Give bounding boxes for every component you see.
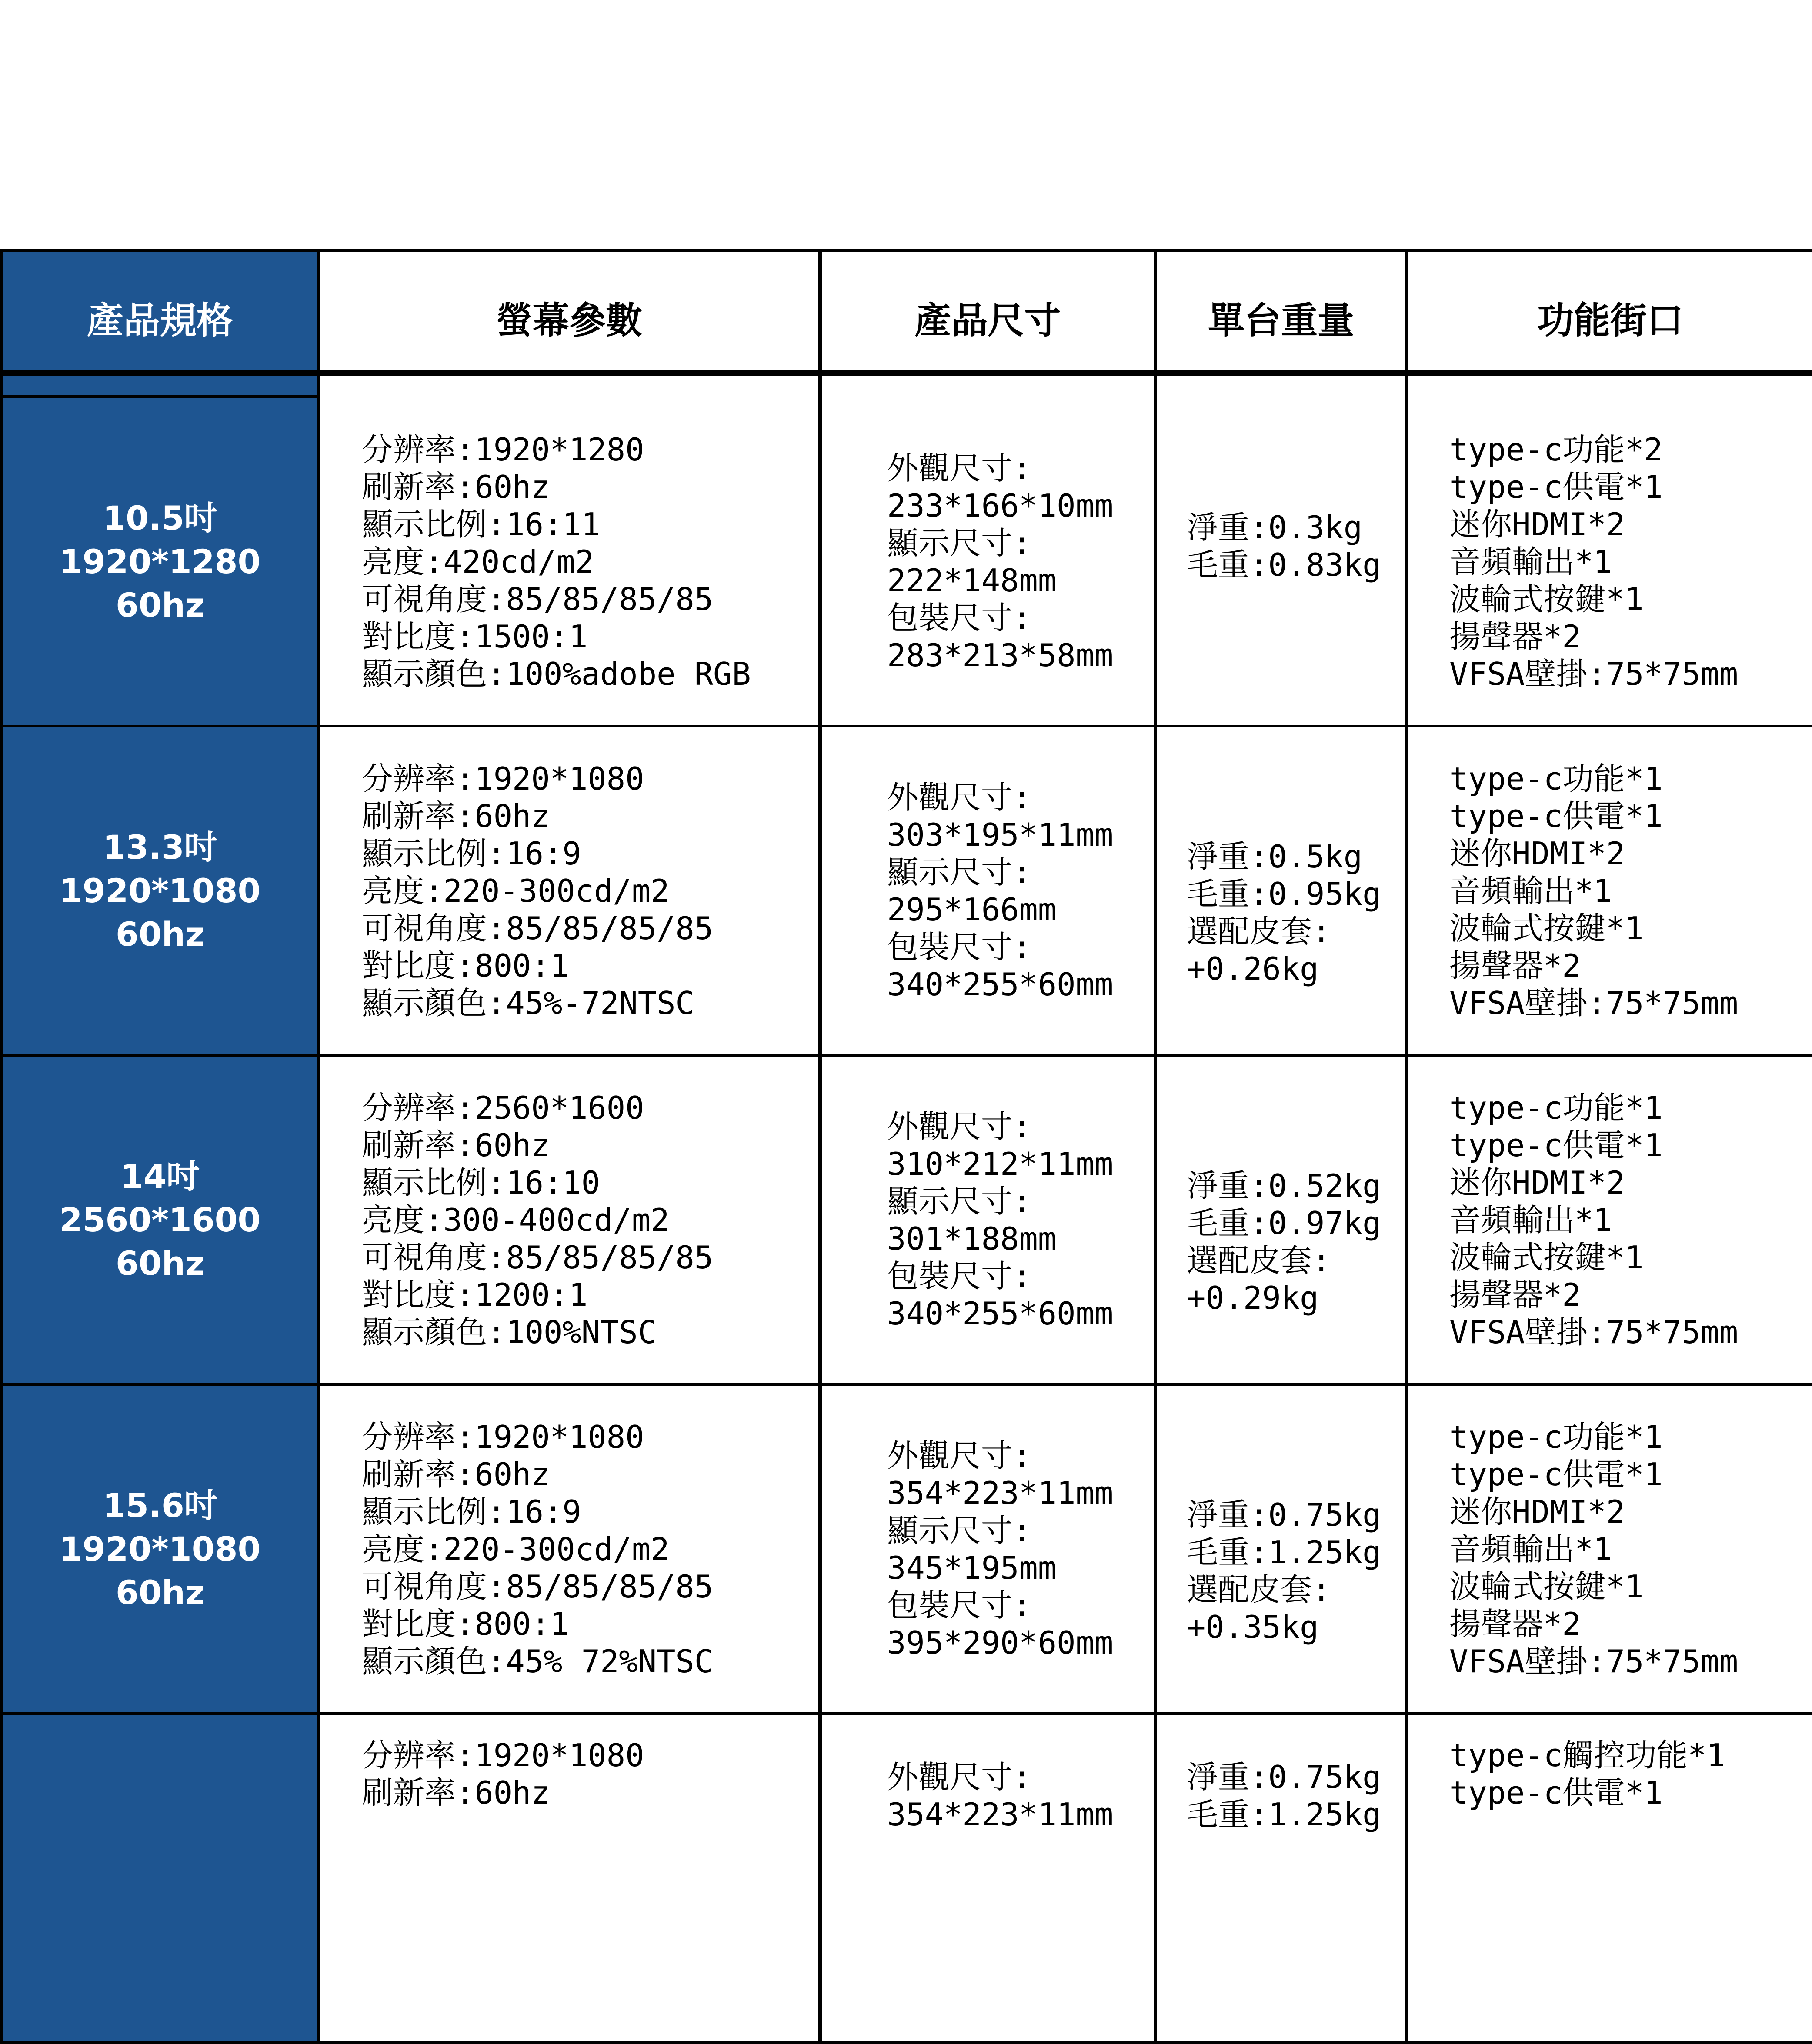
cell-spec [0,398,317,727]
size-line: 外觀尺寸: [887,1108,1031,1145]
cell-spec [0,1386,317,1715]
ports-line: type-c供電*1 [1449,1456,1663,1493]
header-divider [1157,370,1405,376]
screen-line: 對比度:800:1 [362,947,569,984]
size-line: 外觀尺寸: [887,1437,1031,1474]
ports-line: type-c功能*2 [1449,431,1663,468]
screen-line: 刷新率:60hz [362,1774,550,1811]
size-line: 顯示尺寸: [887,524,1031,561]
screen-line: 刷新率:60hz [362,1456,550,1493]
header-weight-label: 單台重量 [1208,299,1354,342]
weight-line: 毛重:0.97kg [1187,1205,1382,1241]
ports-line: 波輪式按鍵*1 [1449,910,1644,947]
spec-line: 1920*1280 [59,542,261,581]
screen-line: 顯示顏色:45%-72NTSC [362,984,694,1021]
ports-line: 迷你HDMI*2 [1449,1493,1625,1530]
screen-line: 顯示比例:16:10 [362,1164,601,1201]
weight-line: 毛重:1.25kg [1187,1534,1382,1571]
screen-line: 分辨率:1920*1280 [362,431,644,468]
header-divider [3,370,317,376]
header-size-label: 產品尺寸 [914,299,1061,342]
header-size [818,249,1154,398]
ports-line: 迷你HDMI*2 [1449,1164,1625,1201]
header-spec-label: 產品規格 [87,299,233,342]
ports-line: 揚聲器*2 [1449,947,1581,984]
header-ports [1405,249,1812,398]
header-screen-label: 螢幕參數 [496,299,642,342]
screen-line: 亮度:220-300cd/m2 [362,1530,670,1567]
size-line: 顯示尺寸: [887,1183,1031,1220]
weight-line: 淨重:0.3kg [1187,509,1363,546]
header-weight [1154,249,1405,398]
weight-line: 選配皮套: [1187,913,1331,950]
size-line: 外觀尺寸: [887,1759,1031,1795]
size-line: 295*166mm [887,891,1057,928]
weight-line: +0.35kg [1187,1609,1319,1645]
spec-line: 60hz [115,914,205,954]
size-line: 外觀尺寸: [887,450,1031,487]
screen-line: 對比度:1200:1 [362,1276,588,1313]
header-ports-label: 功能街口 [1537,299,1683,342]
weight-line: 毛重:1.25kg [1187,1796,1382,1833]
weight-line: 毛重:0.83kg [1187,547,1382,583]
weight-line: +0.29kg [1187,1280,1319,1316]
size-line: 包裝尺寸: [887,599,1031,636]
spec-line: 15.6吋 [103,1486,217,1525]
ports-line: type-c供電*1 [1449,797,1663,834]
size-line: 顯示尺寸: [887,854,1031,890]
size-line: 外觀尺寸: [887,779,1031,816]
size-line: 354*223*11mm [887,1796,1114,1833]
cell-size [818,1057,1154,1386]
screen-line: 分辨率:1920*1080 [362,760,644,797]
cell-screen [317,727,818,1057]
cell-screen [317,1386,818,1715]
spec-line: 1920*1080 [59,871,261,910]
ports-line: 迷你HDMI*2 [1449,506,1625,543]
ports-line: VFSA壁掛:75*75mm [1449,655,1739,692]
size-line: 301*188mm [887,1220,1057,1257]
screen-line: 顯示比例:16:9 [362,1493,581,1530]
weight-line: 選配皮套: [1187,1571,1331,1608]
cell-screen [317,398,818,727]
cell-size [818,1386,1154,1715]
ports-line: 音頻輸出*1 [1449,1201,1612,1238]
ports-line: type-c供電*1 [1449,1127,1663,1164]
size-line: 354*223*11mm [887,1474,1114,1511]
weight-line: 淨重:0.75kg [1187,1497,1382,1533]
header-screen [317,249,818,398]
screen-line: 亮度:420cd/m2 [362,543,594,580]
size-line: 233*166*10mm [887,487,1114,524]
spec-line: 60hz [115,1244,205,1283]
size-line: 340*255*60mm [887,1295,1114,1332]
size-line: 310*212*11mm [887,1145,1114,1182]
ports-line: 揚聲器*2 [1449,1605,1581,1642]
screen-line: 可視角度:85/85/85/85 [362,1568,714,1605]
ports-line: 揚聲器*2 [1449,1276,1581,1313]
weight-line: 淨重:0.52kg [1187,1167,1382,1204]
cell-size [818,727,1154,1057]
cell-ports [1405,1057,1812,1386]
spec-line: 60hz [115,1573,205,1612]
size-line: 303*195*11mm [887,816,1114,853]
screen-line: 亮度:220-300cd/m2 [362,872,670,909]
ports-line: VFSA壁掛:75*75mm [1449,1643,1739,1680]
cell-spec [0,1715,317,2044]
cell-spec [0,1057,317,1386]
weight-line: 淨重:0.75kg [1187,1759,1382,1795]
weight-line: 淨重:0.5kg [1187,838,1363,875]
cell-weight [1154,398,1405,727]
ports-line: type-c供電*1 [1449,468,1663,505]
screen-line: 可視角度:85/85/85/85 [362,580,714,617]
cell-weight [1154,1715,1405,2044]
size-line: 395*290*60mm [887,1624,1114,1661]
screen-line: 刷新率:60hz [362,797,550,834]
cell-weight [1154,1057,1405,1386]
header-divider [320,370,818,376]
screen-line: 刷新率:60hz [362,1127,550,1164]
screen-line: 顯示顏色:100%adobe RGB [362,655,751,692]
header-divider [822,370,1154,376]
spec-line: 13.3吋 [103,827,217,867]
screen-line: 顯示顏色:100%NTSC [362,1314,657,1350]
spec-line: 14吋 [120,1157,200,1196]
screen-line: 可視角度:85/85/85/85 [362,1239,714,1276]
screen-line: 對比度:800:1 [362,1605,569,1642]
cell-size [818,1715,1154,2044]
cell-screen [317,1057,818,1386]
cell-ports [1405,1386,1812,1715]
weight-line: +0.26kg [1187,950,1319,987]
ports-line: VFSA壁掛:75*75mm [1449,984,1739,1021]
cell-ports [1405,1715,1812,2044]
size-line: 包裝尺寸: [887,928,1031,965]
size-line: 283*213*58mm [887,637,1114,674]
ports-line: type-c供電*1 [1449,1774,1663,1811]
weight-line: 毛重:0.95kg [1187,876,1382,912]
screen-line: 顯示比例:16:11 [362,506,601,543]
size-line: 包裝尺寸: [887,1257,1031,1294]
cell-ports [1405,398,1812,727]
size-line: 222*148mm [887,562,1057,599]
screen-line: 分辨率:2560*1600 [362,1089,644,1126]
ports-line: 音頻輸出*1 [1449,1530,1612,1567]
cell-ports [1405,727,1812,1057]
cell-screen [317,1715,818,2044]
ports-line: 迷你HDMI*2 [1449,835,1625,872]
screen-line: 分辨率:1920*1080 [362,1418,644,1455]
ports-line: 音頻輸出*1 [1449,543,1612,580]
ports-line: 揚聲器*2 [1449,618,1581,655]
ports-line: 音頻輸出*1 [1449,872,1612,909]
spec-table [0,249,1812,1833]
ports-line: 波輪式按鍵*1 [1449,1568,1644,1605]
spec-line: 60hz [115,585,205,624]
cell-spec [0,727,317,1057]
cell-weight [1154,727,1405,1057]
cell-weight [1154,1386,1405,1715]
ports-line: type-c功能*1 [1449,760,1663,797]
screen-line: 可視角度:85/85/85/85 [362,910,714,947]
ports-line: type-c功能*1 [1449,1418,1663,1455]
screen-line: 分辨率:1920*1080 [362,1737,644,1774]
header-divider [1408,370,1812,376]
spec-line: 2560*1600 [59,1200,261,1239]
cell-size [818,398,1154,727]
ports-line: 波輪式按鍵*1 [1449,1239,1644,1276]
ports-line: 波輪式按鍵*1 [1449,580,1644,617]
size-line: 顯示尺寸: [887,1512,1031,1549]
screen-line: 亮度:300-400cd/m2 [362,1201,670,1238]
size-line: 340*255*60mm [887,966,1114,1003]
header-spec [0,249,317,398]
weight-line: 選配皮套: [1187,1242,1331,1279]
size-line: 345*195mm [887,1549,1057,1586]
size-line: 包裝尺寸: [887,1587,1031,1624]
ports-line: type-c觸控功能*1 [1449,1737,1725,1774]
spec-line: 1920*1080 [59,1529,261,1568]
spec-line: 10.5吋 [103,498,217,537]
screen-line: 顯示顏色:45% 72%NTSC [362,1643,714,1680]
ports-line: VFSA壁掛:75*75mm [1449,1314,1739,1350]
ports-line: type-c功能*1 [1449,1089,1663,1126]
screen-line: 顯示比例:16:9 [362,835,581,872]
screen-line: 對比度:1500:1 [362,618,588,655]
screen-line: 刷新率:60hz [362,468,550,505]
